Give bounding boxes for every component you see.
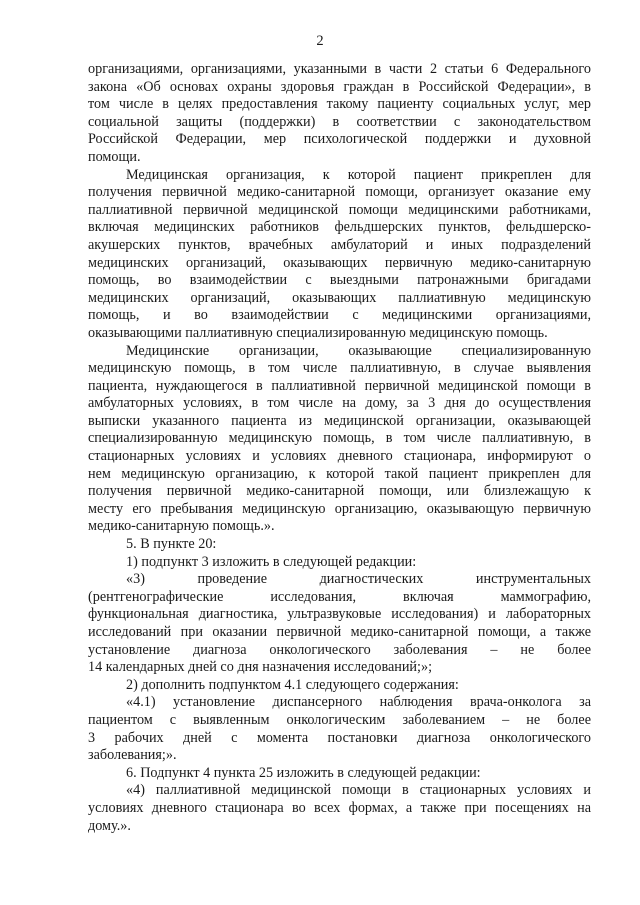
text-line: оказывающими паллиативную специализированную медицинскую помощь. (88, 324, 548, 341)
paragraph (88, 61, 591, 167)
text-line: медицинских организаций, оказывающих паллиативную медицинскую (88, 289, 591, 306)
text-line: помощь, во взаимодействии с выездными патронажными бригадами (88, 272, 591, 289)
paragraph (88, 554, 591, 572)
text-line: социальной защиты (поддержки) в соответствии с законодательством (88, 113, 591, 130)
text-line: функциональная диагностика, ультразвуковые исследования) и лабораторных (88, 606, 591, 623)
text-line: паллиативной первичной медицинской помощи медицинскими работниками, (88, 201, 591, 218)
text-line: включая медицинских работников фельдшерских пунктов, фельдшерско- (88, 219, 591, 236)
text-line: специализированную медицинскую помощь, в том числе паллиативную, в (88, 430, 591, 447)
paragraph (88, 167, 591, 343)
page-number: 2 (316, 33, 324, 49)
text-line: том числе в целях предоставления такому пациенту социальных услуг, мер (88, 96, 591, 113)
text-line: исследований при оказании первичной медико-санитарной помощи, а также (88, 624, 591, 640)
text-line: медико-санитарную помощь.». (88, 518, 275, 535)
text-line: 1) подпункт 3 изложить в следующей редакции: (126, 553, 417, 570)
paragraph (88, 571, 591, 677)
text-line: акушерских пунктов, врачебных амбулаторий и иных подразделений (88, 236, 591, 253)
text-line: «4.1) установление диспансерного наблюдения врача-онколога за (126, 694, 591, 711)
text-line: (рентгенографические исследования, включая маммографию, (88, 588, 591, 605)
text-line: пациента, нуждающегося в паллиативной первичной медицинской помощи в (88, 377, 591, 394)
text-line: условиях дневного стационара во всех формах, а также при посещениях на (88, 799, 591, 816)
text-line: Медицинская организация, к которой пациент прикреплен для (126, 166, 591, 183)
document-body (88, 61, 591, 835)
paragraph (88, 677, 591, 695)
paragraph (88, 782, 591, 835)
text-line: месту его пребывания медицинскую организацию, оказывающую первичную (88, 500, 591, 517)
text-line: Медицинские организации, оказывающие специализированную (126, 342, 591, 359)
text-line: амбулаторных условиях, в том числе на дому, за 3 дня до осуществления (88, 395, 591, 412)
text-line: помощи. (88, 148, 141, 165)
paragraph (88, 536, 591, 554)
text-line: закона «Об основах охраны здоровья граждан в Российской Федерации», в (88, 78, 591, 95)
text-line: заболевания;». (88, 747, 177, 764)
text-line: нем медицинскую организацию, к которой такой пациент прикреплен для (88, 465, 591, 482)
text-line: «4) паллиативной медицинской помощи в стационарных условиях и (126, 782, 591, 799)
text-line: медицинских организаций, оказывающих первичную медико-санитарную (88, 254, 591, 271)
text-line: дому.». (88, 817, 131, 834)
paragraph (88, 694, 591, 764)
text-line: Российской Федерации, мер психологической поддержки и духовной (88, 131, 591, 148)
text-line: медицинскую помощь, в том числе паллиативную, в случае выявления (88, 360, 591, 377)
text-line: 5. В пункте 20: (126, 536, 217, 553)
text-line: помощь, и во взаимодействии с медицинскими организациями, (88, 307, 591, 324)
text-line: пациентом с выявленным онкологическим заболеванием – не более (88, 711, 591, 728)
text-line: организациями, организациями, указанными в части 2 статьи 6 Федерального (88, 61, 591, 77)
paragraph (88, 343, 591, 537)
text-line: 3 рабочих дней с момента постановки диагноза онкологического (88, 729, 591, 746)
text-line: получения первичной медико-санитарной помощи, организует оказание ему (88, 184, 591, 201)
text-line: получения первичной медико-санитарной помощи, или близлежащую к (88, 483, 591, 500)
text-line: 6. Подпункт 4 пункта 25 изложить в следующей редакции: (126, 764, 481, 781)
text-line: выписки указанного пациента из медицинской организации, оказывающей (88, 412, 591, 429)
text-line: 2) дополнить подпунктом 4.1 следующего содержания: (126, 676, 459, 693)
paragraph (88, 765, 591, 783)
text-line: установление диагноза онкологического заболевания – не более (88, 641, 591, 658)
text-line: стационарных условиях и условиях дневного стационара, информируют о (88, 448, 591, 465)
text-line: «3) проведение диагностических инструментальных (126, 571, 591, 588)
text-line: 14 календарных дней со дня назначения исследований;»; (88, 659, 433, 676)
